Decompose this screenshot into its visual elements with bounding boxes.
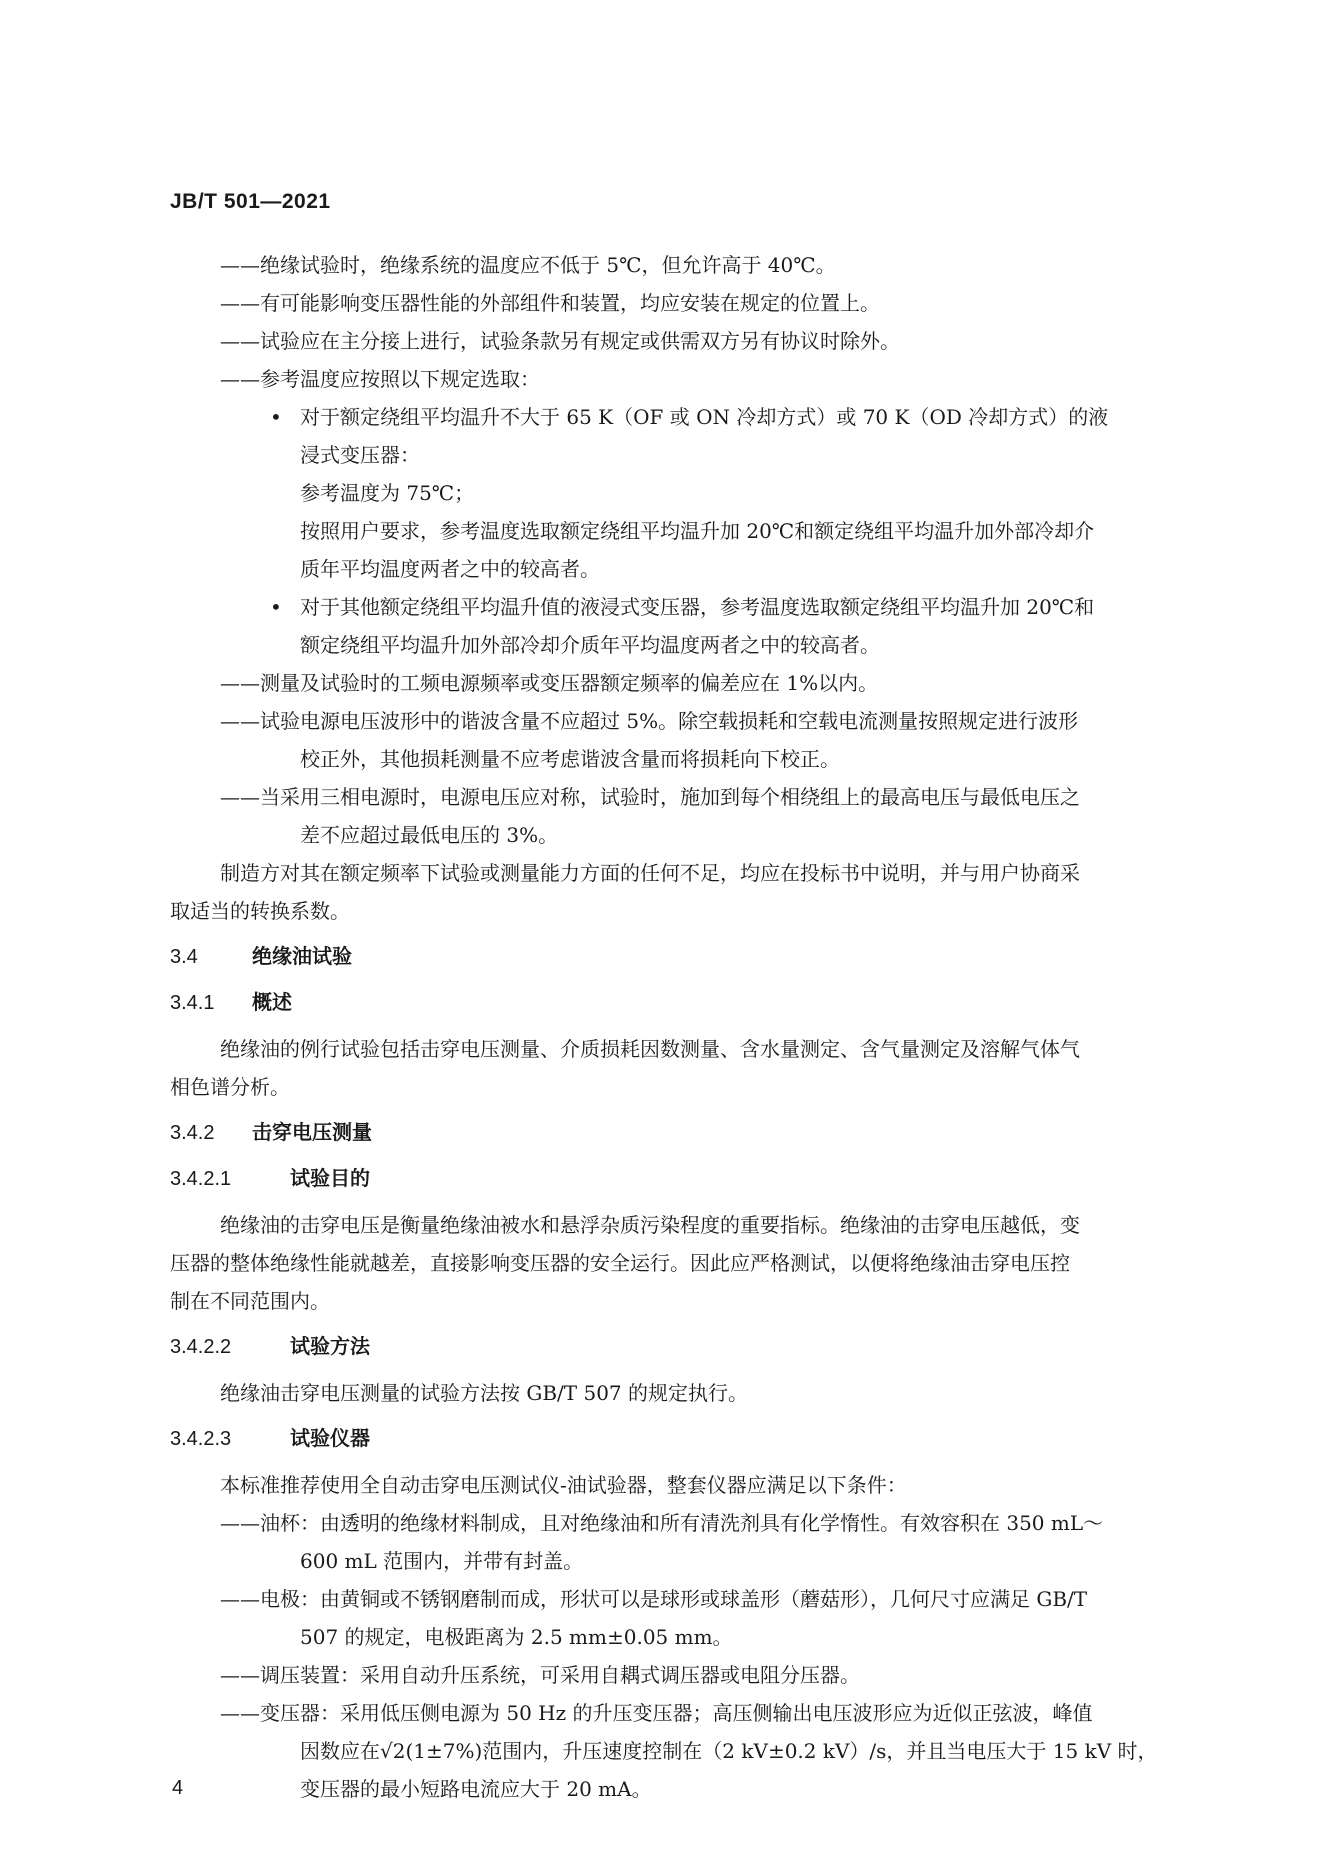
list-item-cont: 差不应超过最低电压的 3%。 <box>300 823 559 847</box>
list-item: ——有可能影响变压器性能的外部组件和装置，均应安装在规定的位置上。 <box>220 291 880 315</box>
bullet-icon: • <box>270 595 282 619</box>
section-number: 3.4 <box>170 946 198 968</box>
text-fragment: 因数应在 <box>300 1739 380 1763</box>
list-item: ——调压装置：采用自动升压系统，可采用自耦式调压器或电阻分压器。 <box>220 1663 860 1687</box>
list-item: ——变压器：采用低压侧电源为 50 Hz 的升压变压器；高压侧输出电压波形应为近似正弦波，峰值 <box>220 1701 1093 1725</box>
section-title: 试验方法 <box>290 1336 370 1358</box>
paragraph: 绝缘油的击穿电压是衡量绝缘油被水和悬浮杂质污染程度的重要指标。绝缘油的击穿电压越低，变 <box>220 1213 1080 1237</box>
list-item: ——当采用三相电源时，电源电压应对称，试验时，施加到每个相绕组上的最高电压与最低电压之 <box>220 785 1080 809</box>
paragraph: 本标准推荐使用全自动击穿电压测试仪-油试验器，整套仪器应满足以下条件： <box>220 1473 907 1497</box>
bullet-subline: 质年平均温度两者之中的较高者。 <box>300 557 600 581</box>
bullet-text: 对于额定绕组平均温升不大于 65 K（OF 或 ON 冷却方式）或 70 K（OD 冷却方式）的液 <box>300 405 1109 429</box>
paragraph: 绝缘油击穿电压测量的试验方法按 GB/T 507 的规定执行。 <box>220 1381 748 1405</box>
section-number: 3.4.1 <box>170 992 215 1014</box>
section-title: 击穿电压测量 <box>252 1122 372 1144</box>
section-number: 3.4.2 <box>170 1122 215 1144</box>
paragraph-cont: 相色谱分析。 <box>170 1075 290 1099</box>
bullet-item <box>170 398 1210 436</box>
paragraph: 制造方对其在额定频率下试验或测量能力方面的任何不足，均应在投标书中说明，并与用户协商采 <box>220 861 1080 885</box>
peak-factor-formula: √2(1±7%) <box>380 1739 483 1763</box>
section-number: 3.4.2.3 <box>170 1428 232 1450</box>
page-number: 4 <box>172 1777 184 1799</box>
bullet-icon: • <box>270 405 282 429</box>
list-item: ——测量及试验时的工频电源频率或变压器额定频率的偏差应在 1%以内。 <box>220 671 879 695</box>
bullet-text-cont: 浸式变压器： <box>300 443 420 467</box>
list-item: ——绝缘试验时，绝缘系统的温度应不低于 5℃，但允许高于 40℃。 <box>220 253 836 277</box>
section-heading <box>170 1328 1210 1366</box>
section-heading <box>170 1420 1210 1458</box>
list-item: ——试验电源电压波形中的谐波含量不应超过 5%。除空载损耗和空载电流测量按照规定进行波形 <box>220 709 1079 733</box>
paragraph-cont: 制在不同范围内。 <box>170 1289 330 1313</box>
bullet-subline: 按照用户要求，参考温度选取额定绕组平均温升加 20℃和额定绕组平均温升加外部冷却介 <box>300 519 1095 543</box>
list-item: ——试验应在主分接上进行，试验条款另有规定或供需双方另有协议时除外。 <box>220 329 900 353</box>
section-title: 概述 <box>252 992 292 1014</box>
section-heading <box>170 984 1210 1022</box>
list-item-cont: 校正外，其他损耗测量不应考虑谐波含量而将损耗向下校正。 <box>300 747 840 771</box>
text-fragment: 范围内，升压速度控制在（2 kV±0.2 kV）/s，并且当电压大于 15 kV 时， <box>482 1739 1158 1763</box>
list-item: ——参考温度应按照以下规定选取： <box>220 367 540 391</box>
paragraph: 绝缘油的例行试验包括击穿电压测量、介质损耗因数测量、含水量测定、含气量测定及溶解气体气 <box>220 1037 1080 1061</box>
section-title: 绝缘油试验 <box>252 946 352 968</box>
section-heading <box>170 938 1210 976</box>
bullet-text: 对于其他额定绕组平均温升值的液浸式变压器，参考温度选取额定绕组平均温升加 20℃和 <box>300 595 1095 619</box>
section-title: 试验仪器 <box>290 1428 370 1450</box>
bullet-text-cont: 额定绕组平均温升加外部冷却介质年平均温度两者之中的较高者。 <box>300 633 880 657</box>
document-number: JB/T 501—2021 <box>170 190 331 213</box>
bullet-subline: 参考温度为 75℃； <box>300 481 475 505</box>
list-item-cont: 507 的规定，电极距离为 2.5 mm±0.05 mm。 <box>300 1625 733 1649</box>
list-item-cont <box>170 1732 1210 1770</box>
section-heading <box>170 1160 1210 1198</box>
section-title: 试验目的 <box>290 1168 370 1190</box>
list-item-cont: 600 mL 范围内，并带有封盖。 <box>300 1549 584 1573</box>
list-item: ——电极：由黄铜或不锈钢磨制而成，形状可以是球形或球盖形（蘑菇形），几何尺寸应满足 GB/T <box>220 1587 1088 1611</box>
section-heading <box>170 1114 1210 1152</box>
paragraph-cont: 取适当的转换系数。 <box>170 899 350 923</box>
section-number: 3.4.2.1 <box>170 1168 232 1190</box>
bullet-item <box>170 588 1210 626</box>
section-number: 3.4.2.2 <box>170 1336 232 1358</box>
list-item-cont: 变压器的最小短路电流应大于 20 mA。 <box>300 1777 652 1801</box>
paragraph-cont: 压器的整体绝缘性能就越差，直接影响变压器的安全运行。因此应严格测试，以便将绝缘油击穿电压控 <box>170 1251 1070 1275</box>
page-body <box>170 246 1210 1808</box>
list-item: ——油杯：由透明的绝缘材料制成，且对绝缘油和所有清洗剂具有化学惰性。有效容积在 350 mL～ <box>220 1511 1104 1535</box>
